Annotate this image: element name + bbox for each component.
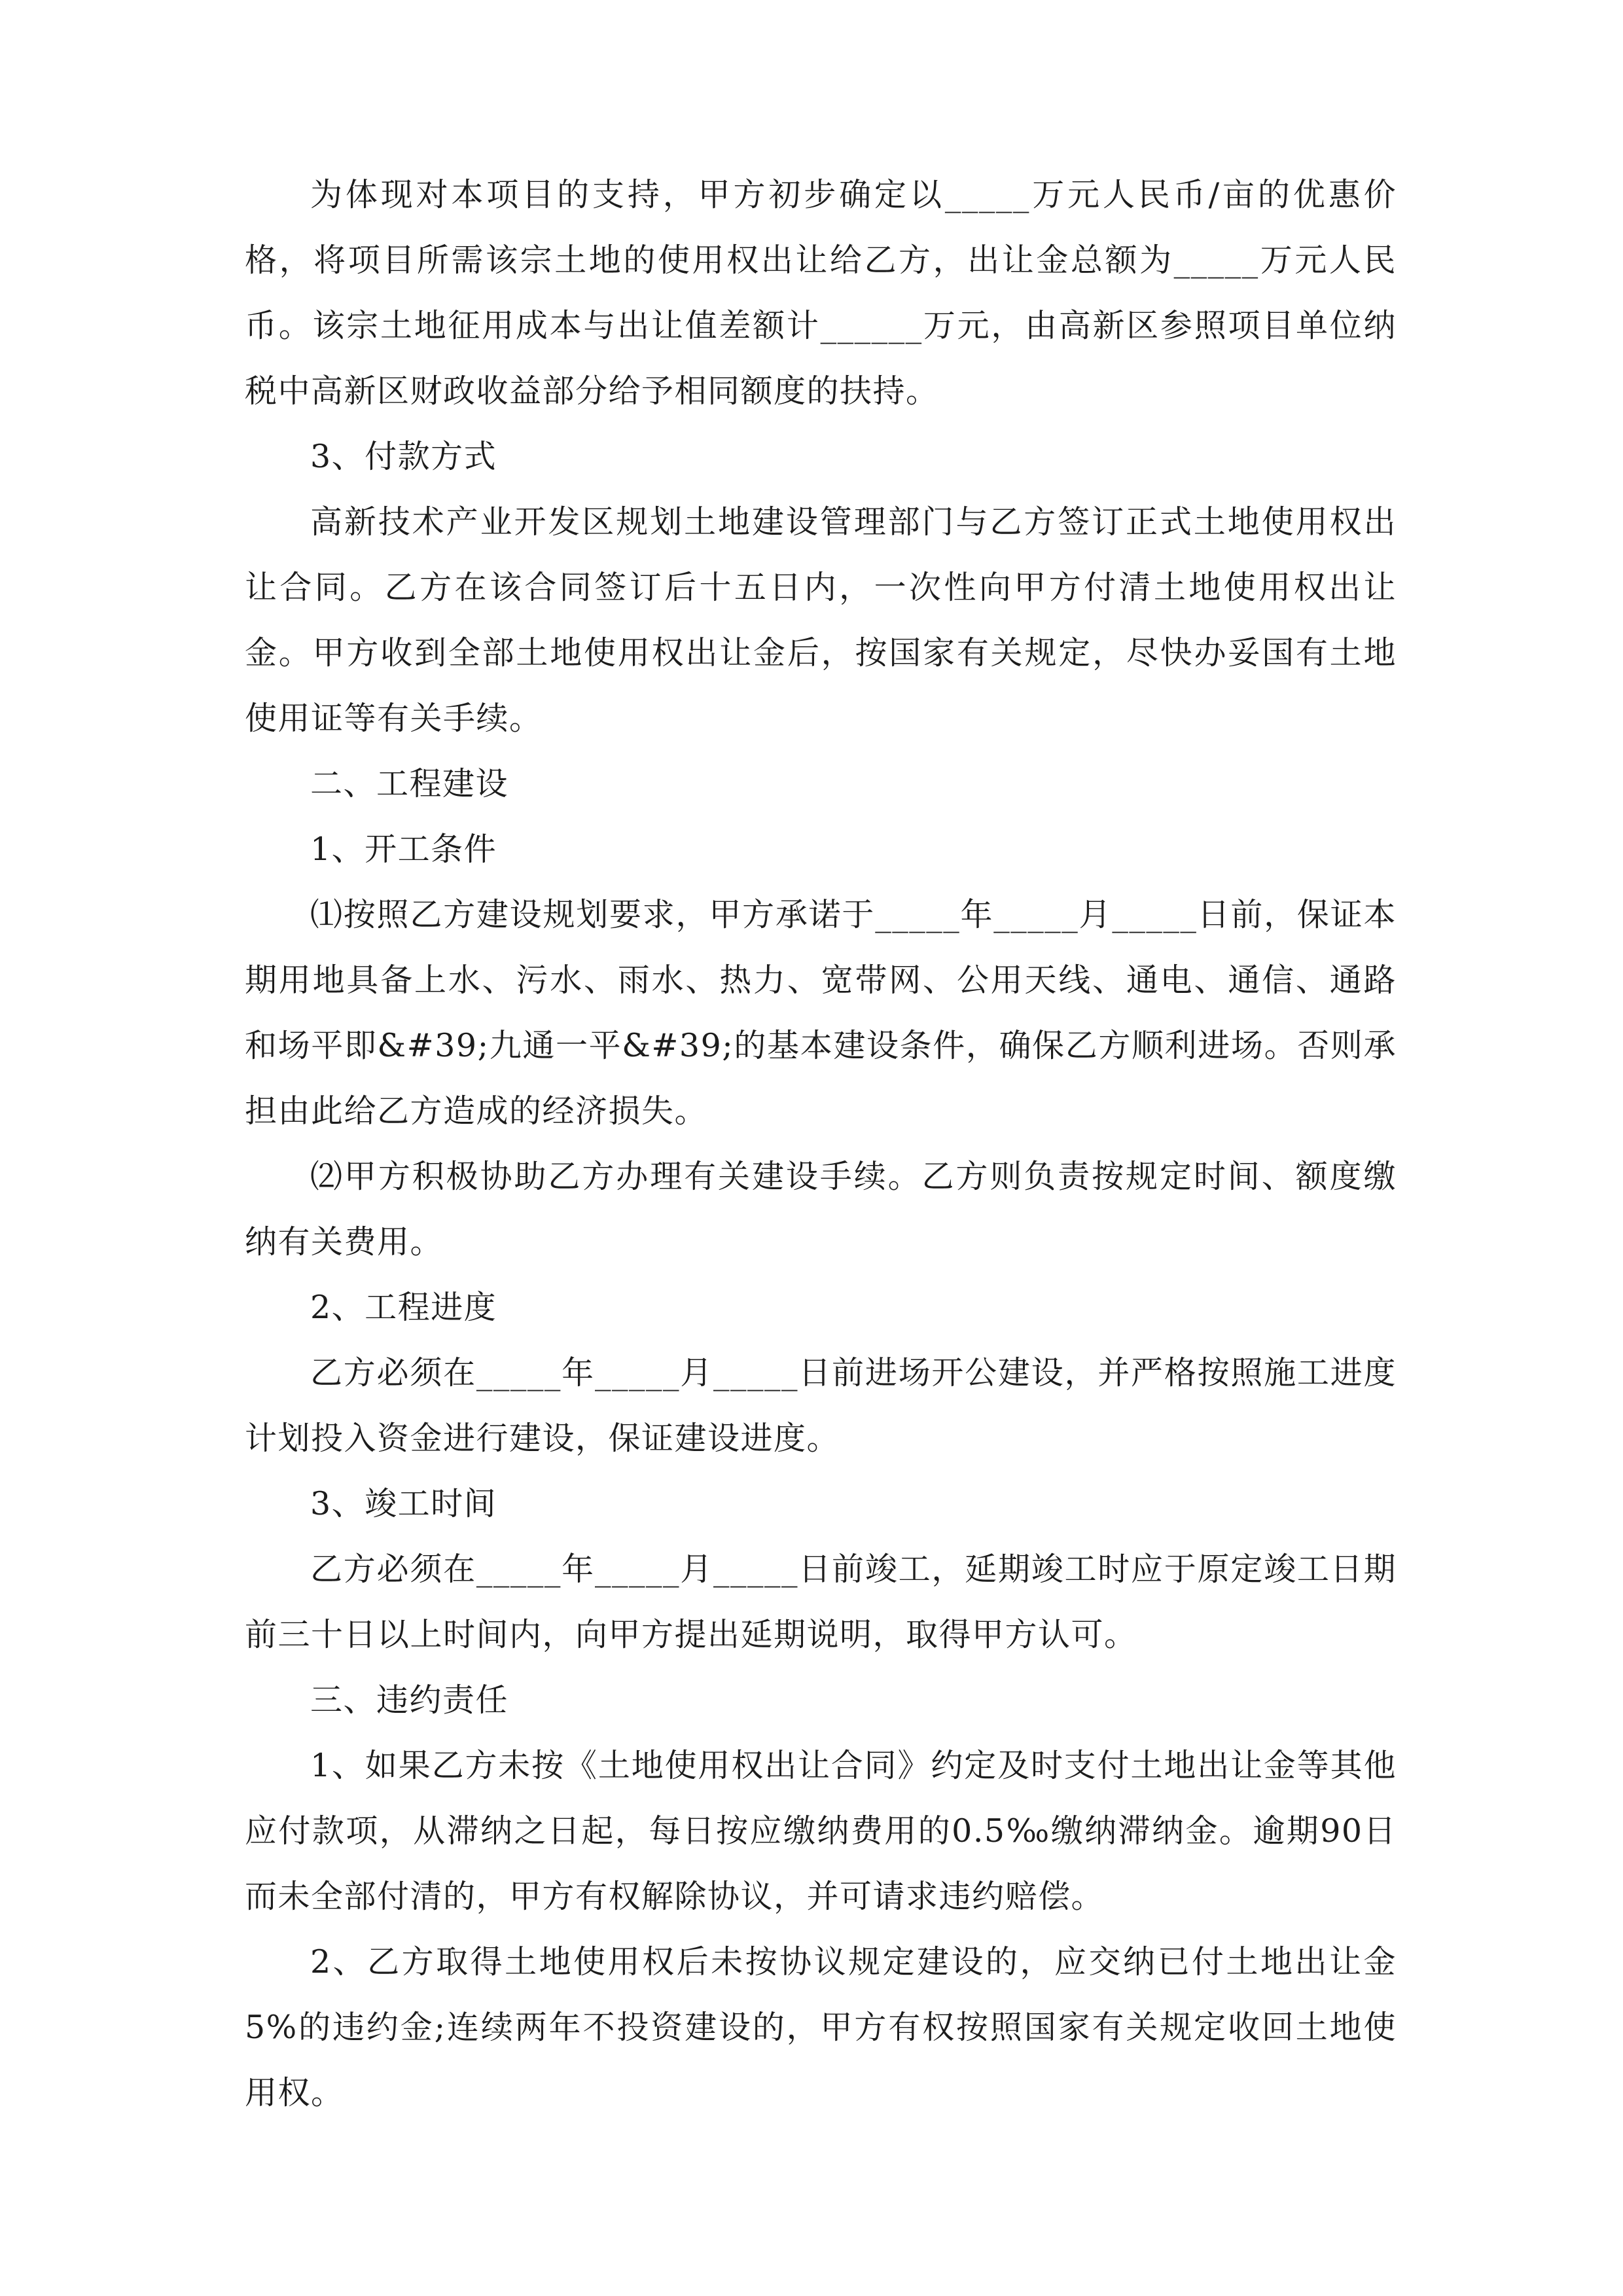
paragraph-start-conditions-2: ⑵甲方积极协助乙方办理有关建设手续。乙方则负责按规定时间、额度缴纳有关费用。 [245, 1158, 1397, 1261]
heading-liability: 三、违约责任 [310, 1681, 509, 1719]
paragraph-payment: 高新技术产业开发区规划土地建设管理部门与乙方签订正式土地使用权出让合同。乙方在该合同签订后十五日内，一次性向甲方付清土地使用权出让金。甲方收到全部土地使用权出让金后，按国家有关规定，尽快办妥国有土地使用证等有关手续。 [245, 503, 1397, 737]
paragraph-progress: 乙方必须在_____年_____月_____日前进场开公建设，并严格按照施工进度计划投入资金进行建设，保证建设进度。 [245, 1354, 1397, 1457]
document-body [245, 162, 1397, 2126]
heading-construction: 二、工程建设 [310, 765, 509, 802]
paragraph-completion-time: 乙方必须在_____年_____月_____日前竣工，延期竣工时应于原定竣工日期前三十日以上时间内，向甲方提出延期说明，取得甲方认可。 [245, 1551, 1397, 1653]
paragraph-start-conditions-1: ⑴按照乙方建设规划要求，甲方承诺于_____年_____月_____日前，保证本期用地具备上水、污水、雨水、热力、宽带网、公用天线、通电、通信、通路和场平即&#39;九通一平&#39;的基本建设条件，确保乙方顺利进场。否则承担由此给乙方造成的经济损失。 [245, 896, 1397, 1130]
heading-start-conditions: 1、开工条件 [310, 831, 497, 868]
paragraph-liability-2: 2、乙方取得土地使用权后未按协议规定建设的，应交纳已付土地出让金5%的违约金;连续两年不投资建设的，甲方有权按照国家有关规定收回土地使用权。 [245, 1943, 1397, 2111]
heading-payment-method: 3、付款方式 [310, 438, 497, 475]
paragraph-land-price: 为体现对本项目的支持，甲方初步确定以_____万元人民币/亩的优惠价格，将项目所需该宗土地的使用权出让给乙方，出让金总额为_____万元人民币。该宗土地征用成本与出让值差额计______万元，由高新区参照项目单位纳税中高新区财政收益部分给予相同额度的扶持。 [245, 176, 1397, 410]
heading-completion-time: 3、竣工时间 [310, 1485, 497, 1522]
paragraph-liability-1: 1、如果乙方未按《土地使用权出让合同》约定及时支付土地出让金等其他应付款项，从滞纳之日起，每日按应缴纳费用的0.5‰缴纳滞纳金。逾期90日而未全部付清的，甲方有权解除协议，并可请求违约赔偿。 [245, 1747, 1397, 1915]
heading-progress: 2、工程进度 [310, 1289, 497, 1326]
